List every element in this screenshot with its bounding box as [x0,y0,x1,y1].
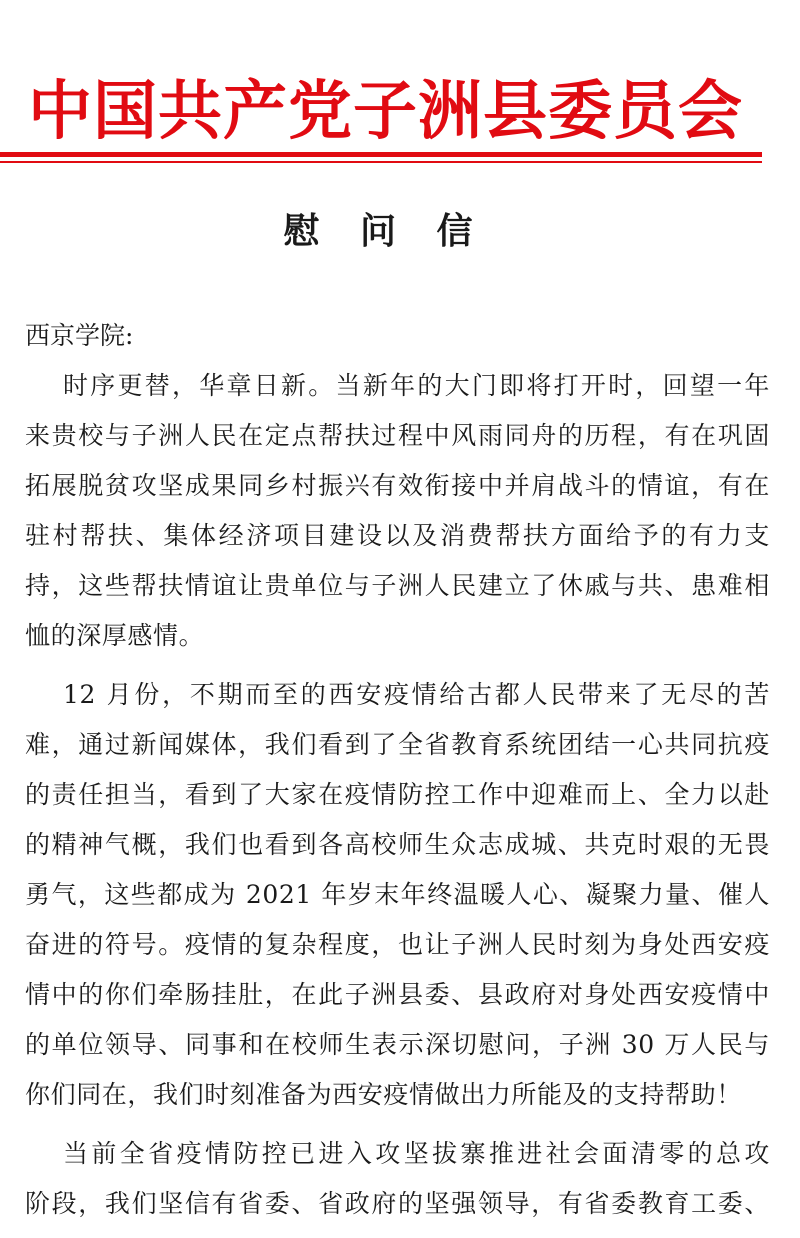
letter-body [25,311,770,1238]
document-title: 慰 问 信 [283,210,487,252]
paragraph-line: 持，这些帮扶情谊让贵单位与子洲人民建立了休戚与共、患难相 [25,571,770,600]
paragraph-line: 拓展脱贫攻坚成果同乡村振兴有效衔接中并肩战斗的情谊，有在 [25,471,770,500]
paragraph-line: 恤的深厚感情。 [25,621,205,650]
paragraph-line: 奋进的符号。疫情的复杂程度，也让子洲人民时刻为身处西安疫 [25,930,770,959]
paragraph-1 [25,361,770,661]
paragraph-line: 难，通过新闻媒体，我们看到了全省教育系统团结一心共同抗疫 [25,730,770,759]
paragraph-line: 你们同在，我们时刻准备为西安疫情做出力所能及的支持帮助！ [25,1080,742,1109]
salutation: 西京学院: [25,321,134,350]
paragraph-line: 情中的你们牵肠挂肚，在此子洲县委、县政府对身处西安疫情中 [25,980,770,1009]
paragraph-line: 勇气，这些都成为 2021 年岁末年终温暖人心、凝聚力量、催人 [25,880,770,909]
paragraph-2 [25,670,770,1120]
letterhead-rule-thick [0,152,762,157]
letterhead-org-name: 中国共产党子洲县委员会 [28,74,743,149]
paragraph-line: 驻村帮扶、集体经济项目建设以及消费帮扶方面给予的有力支 [25,521,770,550]
paragraph-3 [25,1129,770,1229]
paragraph-line: 时序更替，华章日新。当新年的大门即将打开时，回望一年 [63,371,770,400]
paragraph-line: 的单位领导、同事和在校师生表示深切慰问，子洲 30 万人民与 [25,1030,770,1059]
paragraph-line: 的责任担当，看到了大家在疫情防控工作中迎难而上、全力以赴 [25,780,770,809]
paragraph-line: 12 月份，不期而至的西安疫情给古都人民带来了无尽的苦 [63,680,770,709]
paragraph-line: 来贵校与子洲人民在定点帮扶过程中风雨同舟的历程，有在巩固 [25,421,770,450]
paragraph-line: 当前全省疫情防控已进入攻坚拔寨推进社会面清零的总攻 [63,1139,770,1168]
letterhead-rule-thin [0,161,762,163]
paragraph-line: 的精神气概，我们也看到各高校师生众志成城、共克时艰的无畏 [25,830,770,859]
paragraph-line: 阶段，我们坚信有省委、省政府的坚强领导，有省委教育工委、 [25,1189,770,1218]
